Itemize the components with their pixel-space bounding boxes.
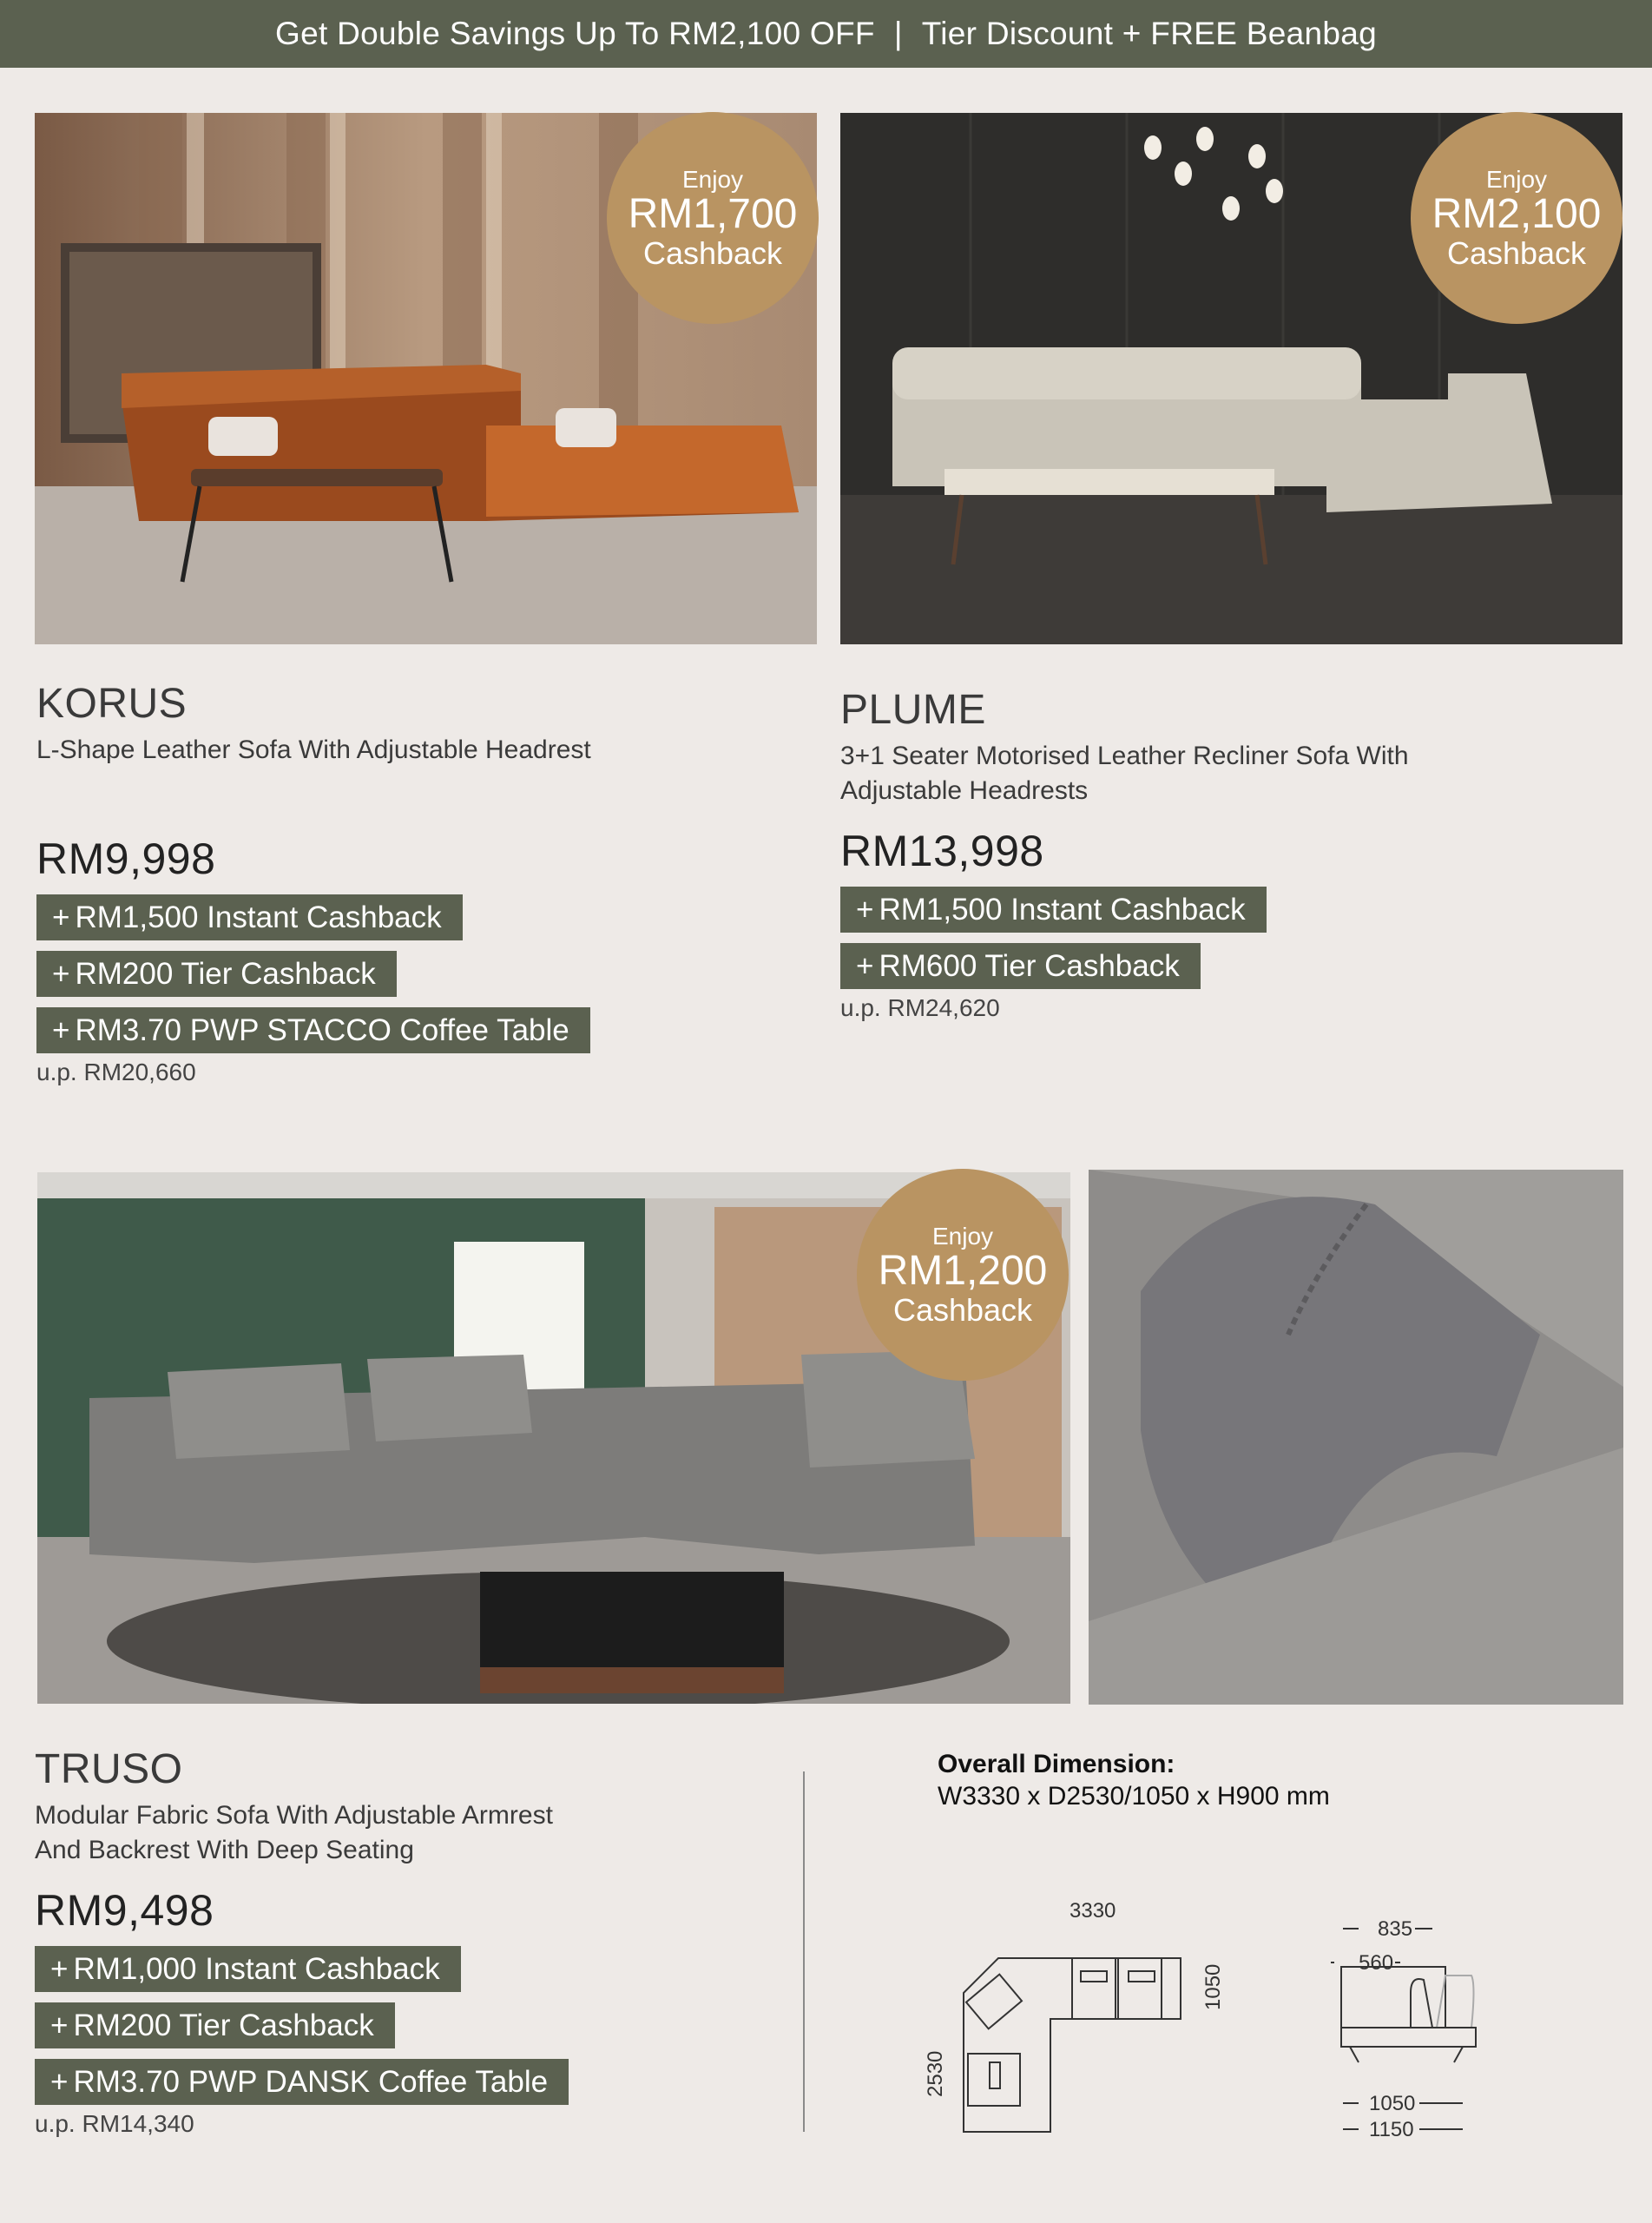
usual-price: u.p. RM24,620 <box>840 994 1000 1021</box>
offer-text: RM3.70 PWP DANSK Coffee Table <box>73 2065 549 2099</box>
product-description-line2: And Backrest With Deep Seating <box>35 1836 414 1864</box>
side-view-diagram <box>1324 1897 1510 2141</box>
section-divider <box>803 1771 805 2132</box>
offer-text: RM1,500 Instant Cashback <box>75 900 442 934</box>
product-name: TRUSO <box>35 1746 183 1792</box>
plus-sign: + <box>52 900 70 934</box>
truso-cashback-badge <box>857 1169 1069 1381</box>
offer-text: RM1,000 Instant Cashback <box>73 1952 440 1986</box>
plus-sign: + <box>52 957 70 991</box>
banner-separator: | <box>893 16 903 51</box>
offer-chip <box>840 943 1201 989</box>
side-top-label: 835 <box>1378 1917 1413 1941</box>
offer-chip <box>840 887 1267 933</box>
plan-side-label: 1050 <box>1201 1963 1225 2010</box>
plus-sign: + <box>52 1013 70 1047</box>
plus-sign: + <box>50 1952 69 1986</box>
side-bottom1-label: 1050 <box>1369 2092 1416 2115</box>
offer-chip <box>36 951 397 997</box>
plus-sign: + <box>856 893 874 927</box>
offer-text: RM3.70 PWP STACCO Coffee Table <box>75 1013 569 1047</box>
badge-cashback: Cashback <box>892 1291 1033 1328</box>
badge-cashback: Cashback <box>642 234 783 271</box>
product-price: RM13,998 <box>840 827 1044 875</box>
plus-sign: + <box>50 2009 69 2042</box>
dimension-label: Overall Dimension: <box>938 1750 1175 1778</box>
offer-text: RM600 Tier Cashback <box>879 949 1180 983</box>
side-inner-label: 560 <box>1359 1951 1394 1975</box>
product-description-line1: 3+1 Seater Motorised Leather Recliner Sofa With <box>840 742 1409 770</box>
product-name: PLUME <box>840 687 986 733</box>
offer-chip <box>35 2059 569 2105</box>
badge-amount: RM1,200 <box>878 1248 1048 1295</box>
side-bottom2-label: 1150 <box>1369 2118 1414 2141</box>
badge-amount: RM2,100 <box>1432 191 1602 238</box>
truso-product <box>35 1745 781 2138</box>
offer-chip <box>36 894 463 940</box>
plan-width-label: 3330 <box>1070 1899 1116 1923</box>
plus-sign: + <box>856 949 874 983</box>
product-description-line2: Adjustable Headrests <box>840 776 1089 805</box>
offer-text: RM1,500 Instant Cashback <box>879 893 1246 927</box>
product-price: RM9,498 <box>35 1886 214 1935</box>
badge-cashback: Cashback <box>1446 234 1587 271</box>
truso-fabric-closeup <box>1089 1170 1623 1705</box>
badge-enjoy: Enjoy <box>681 165 744 193</box>
product-price: RM9,998 <box>36 834 216 883</box>
korus-cashback-badge <box>607 112 819 324</box>
banner-left-text: Get Double Savings Up To RM2,100 OFF <box>275 16 875 51</box>
offer-chip <box>36 1007 590 1053</box>
banner-right-text: Tier Discount + FREE Beanbag <box>921 16 1377 51</box>
korus-product <box>36 680 800 1086</box>
offer-text: RM200 Tier Cashback <box>73 2009 374 2042</box>
plume-product <box>840 686 1622 1022</box>
product-name: KORUS <box>36 681 188 727</box>
offer-chip <box>35 2002 395 2048</box>
dimension-value: W3330 x D2530/1050 x H900 mm <box>938 1782 1330 1811</box>
plus-sign: + <box>50 2065 69 2099</box>
plan-depth-label: 2530 <box>924 2050 947 2097</box>
usual-price: u.p. RM20,660 <box>36 1059 196 1085</box>
plume-cashback-badge <box>1411 112 1622 324</box>
plan-view-diagram <box>920 1897 1241 2141</box>
badge-amount: RM1,700 <box>628 191 798 238</box>
usual-price: u.p. RM14,340 <box>35 2110 194 2137</box>
product-description: L-Shape Leather Sofa With Adjustable Headrest <box>36 736 591 764</box>
badge-enjoy: Enjoy <box>1485 165 1548 193</box>
promo-banner <box>0 0 1652 68</box>
product-description-line1: Modular Fabric Sofa With Adjustable Armrest <box>35 1801 553 1830</box>
offer-text: RM200 Tier Cashback <box>75 957 376 991</box>
badge-enjoy: Enjoy <box>931 1222 994 1250</box>
offer-chip <box>35 1946 461 1992</box>
